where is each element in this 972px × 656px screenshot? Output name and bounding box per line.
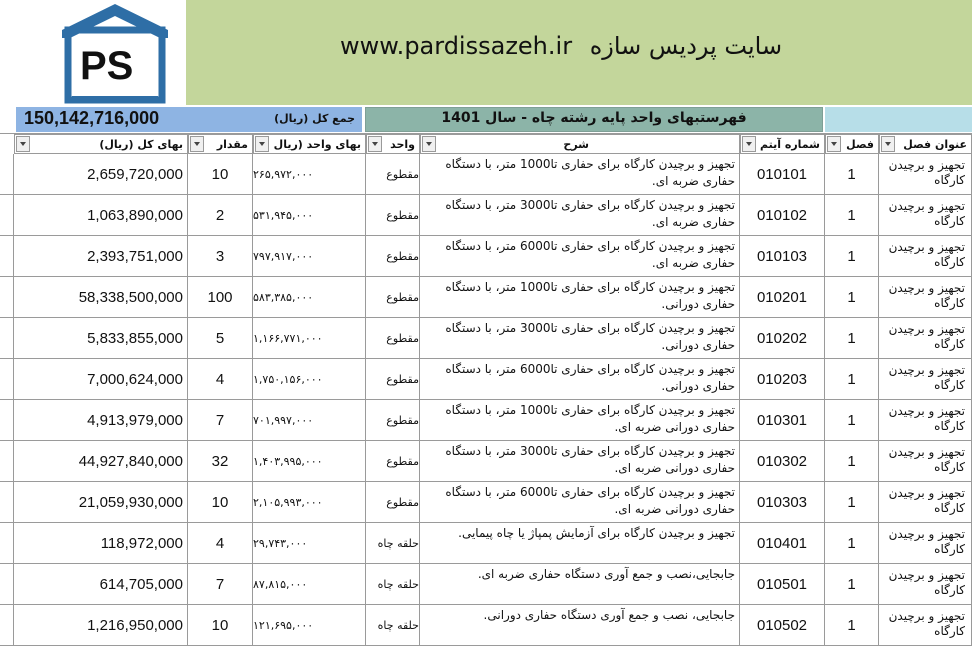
logo-text: PS: [80, 44, 134, 88]
cell-chapter-title[interactable]: تجهیز و برچیدن کارگاه: [879, 523, 972, 564]
cell-total-price[interactable]: 44,927,840,000: [14, 441, 188, 482]
header-chapter[interactable]: فصل: [825, 134, 879, 154]
table-row[interactable]: [0, 195, 972, 236]
cell-description[interactable]: تجهیز و برچیدن کارگاه برای حفاری تا1000 متر، با دستگاه حفاری ضربه ای.: [420, 154, 740, 195]
cell-total-price[interactable]: 4,913,979,000: [14, 400, 188, 441]
cell-chapter-title[interactable]: تجهیز و برچیدن کارگاه: [879, 236, 972, 277]
cell-item-no[interactable]: 010202: [740, 318, 825, 359]
filter-dropdown-icon[interactable]: [368, 136, 382, 152]
cell-chapter[interactable]: 1: [825, 564, 879, 605]
filter-dropdown-icon[interactable]: [827, 136, 841, 152]
logo-area: [0, 0, 186, 105]
table-row[interactable]: [0, 482, 972, 523]
site-title: [340, 32, 860, 60]
cell-item-no[interactable]: 010303: [740, 482, 825, 523]
cell-description[interactable]: جابجایی، نصب و جمع آوری دستگاه حفاری دورانی.: [420, 605, 740, 646]
table-row[interactable]: [0, 318, 972, 359]
cell-description[interactable]: جابجایی،نصب و جمع آوری دستگاه حفاری ضربه ای.: [420, 564, 740, 605]
cell-item-no[interactable]: 010302: [740, 441, 825, 482]
cell-chapter[interactable]: 1: [825, 154, 879, 195]
cell-total-price[interactable]: 118,972,000: [14, 523, 188, 564]
cell-unit[interactable]: مقطوع: [366, 195, 420, 236]
cell-description[interactable]: تجهیز و برچیدن کارگاه برای حفاری تا1000 متر، با دستگاه حفاری دورانی ضربه ای.: [420, 400, 740, 441]
site-url[interactable]: www.pardissazeh.ir: [340, 32, 573, 60]
cell-chapter[interactable]: 1: [825, 318, 879, 359]
cell-quantity[interactable]: 7: [188, 564, 253, 605]
cell-quantity[interactable]: 100: [188, 277, 253, 318]
cell-chapter-title[interactable]: تجهیز و برچیدن کارگاه: [879, 154, 972, 195]
cell-total-price[interactable]: 2,659,720,000: [14, 154, 188, 195]
cell-unit-price[interactable]: ۵۸۳,۳۸۵,۰۰۰: [253, 277, 366, 318]
filter-dropdown-icon[interactable]: [255, 136, 269, 152]
cell-unit-price[interactable]: ۲۹,۷۴۳,۰۰۰: [253, 523, 366, 564]
header-unit-price[interactable]: بهای واحد (ریال: [253, 134, 366, 154]
cell-item-no[interactable]: 010101: [740, 154, 825, 195]
cell-item-no[interactable]: 010103: [740, 236, 825, 277]
row-gutter: [0, 564, 14, 605]
table-row[interactable]: [0, 605, 972, 646]
header-total-price[interactable]: بهای کل (ریال): [14, 134, 188, 154]
cell-chapter[interactable]: 1: [825, 523, 879, 564]
cell-unit[interactable]: مقطوع: [366, 236, 420, 277]
cell-unit-price[interactable]: ۲,۱۰۵,۹۹۳,۰۰۰: [253, 482, 366, 523]
cell-description[interactable]: تجهیز و برچیدن کارگاه برای حفاری تا3000 متر، با دستگاه حفاری دورانی ضربه ای.: [420, 441, 740, 482]
row-gutter: [0, 318, 14, 359]
cell-item-no[interactable]: 010301: [740, 400, 825, 441]
list-title: فهرستبهای واحد پایه رشته چاه - سال 1401: [441, 110, 747, 126]
cell-description[interactable]: تجهیز و برچیدن کارگاه برای حفاری تا6000 متر، با دستگاه حفاری دورانی ضربه ای.: [420, 482, 740, 523]
row-gutter: [0, 441, 14, 482]
cell-unit[interactable]: حلقه چاه: [366, 523, 420, 564]
cell-unit-price[interactable]: ۷۹۷,۹۱۷,۰۰۰: [253, 236, 366, 277]
cell-unit-price[interactable]: ۷۰۱,۹۹۷,۰۰۰: [253, 400, 366, 441]
cell-chapter-title[interactable]: تجهیز و برچیدن کارگاه: [879, 441, 972, 482]
cell-quantity[interactable]: 3: [188, 236, 253, 277]
cell-unit-price[interactable]: ۱,۷۵۰,۱۵۶,۰۰۰: [253, 359, 366, 400]
cell-chapter[interactable]: 1: [825, 236, 879, 277]
cell-description[interactable]: تجهیز و برچیدن کارگاه برای حفاری تا3000 متر، با دستگاه حفاری ضربه ای.: [420, 195, 740, 236]
cell-description[interactable]: تجهیز و برچیدن کارگاه برای حفاری تا1000 متر، با دستگاه حفاری دورانی.: [420, 277, 740, 318]
cell-quantity[interactable]: 5: [188, 318, 253, 359]
cell-quantity[interactable]: 10: [188, 482, 253, 523]
row-gutter: [0, 359, 14, 400]
header-unit[interactable]: واحد: [366, 134, 420, 154]
cell-chapter[interactable]: 1: [825, 400, 879, 441]
table-row[interactable]: [0, 400, 972, 441]
cell-item-no[interactable]: 010401: [740, 523, 825, 564]
cell-chapter[interactable]: 1: [825, 195, 879, 236]
cell-unit[interactable]: حلقه چاه: [366, 564, 420, 605]
cell-unit[interactable]: مقطوع: [366, 359, 420, 400]
cell-unit[interactable]: مقطوع: [366, 277, 420, 318]
cell-quantity[interactable]: 4: [188, 359, 253, 400]
row-gutter: [0, 523, 14, 564]
cell-total-price[interactable]: 2,393,751,000: [14, 236, 188, 277]
row-gutter: [0, 277, 14, 318]
cell-item-no[interactable]: 010203: [740, 359, 825, 400]
cell-chapter[interactable]: 1: [825, 277, 879, 318]
filter-dropdown-icon[interactable]: [422, 136, 436, 152]
cell-quantity[interactable]: 4: [188, 523, 253, 564]
cell-total-price[interactable]: 5,833,855,000: [14, 318, 188, 359]
cell-item-no[interactable]: 010102: [740, 195, 825, 236]
row-gutter: [0, 605, 14, 646]
cell-chapter-title[interactable]: تجهیز و برچیدن کارگاه: [879, 195, 972, 236]
row-gutter: [0, 400, 14, 441]
cell-item-no[interactable]: 010201: [740, 277, 825, 318]
table-row[interactable]: [0, 236, 972, 277]
cell-chapter[interactable]: 1: [825, 605, 879, 646]
cell-total-price[interactable]: 58,338,500,000: [14, 277, 188, 318]
data-table: [0, 154, 972, 656]
grand-total-label: جمع کل (ریال): [274, 112, 355, 125]
cell-chapter-title[interactable]: تجهیز و برچیدن کارگاه: [879, 318, 972, 359]
header-description[interactable]: شرح: [420, 134, 740, 154]
row-gutter: [0, 236, 14, 277]
filter-dropdown-icon[interactable]: [881, 136, 895, 152]
cell-chapter-title[interactable]: تجهیز و برچیدن کارگاه: [879, 564, 972, 605]
cell-unit[interactable]: مقطوع: [366, 482, 420, 523]
cell-unit-price[interactable]: ۸۷,۸۱۵,۰۰۰: [253, 564, 366, 605]
cell-unit[interactable]: مقطوع: [366, 441, 420, 482]
header-item-no[interactable]: شماره آیتم: [740, 134, 825, 154]
cell-total-price[interactable]: 1,063,890,000: [14, 195, 188, 236]
list-title-bar-right: [825, 107, 972, 132]
cell-quantity[interactable]: 2: [188, 195, 253, 236]
cell-quantity[interactable]: 32: [188, 441, 253, 482]
cell-total-price[interactable]: 1,216,950,000: [14, 605, 188, 646]
cell-unit[interactable]: مقطوع: [366, 400, 420, 441]
cell-chapter[interactable]: 1: [825, 359, 879, 400]
table-row[interactable]: [0, 277, 972, 318]
row-gutter: [0, 482, 14, 523]
cell-description[interactable]: تجهیز و برچیدن کارگاه برای حفاری تا3000 متر، با دستگاه حفاری دورانی.: [420, 318, 740, 359]
cell-unit-price[interactable]: ۱,۱۶۶,۷۷۱,۰۰۰: [253, 318, 366, 359]
cell-quantity[interactable]: 7: [188, 400, 253, 441]
table-row[interactable]: [0, 441, 972, 482]
cell-unit[interactable]: حلقه چاه: [366, 605, 420, 646]
row-gutter: [0, 195, 14, 236]
filter-dropdown-icon[interactable]: [190, 136, 204, 152]
cell-item-no[interactable]: 010501: [740, 564, 825, 605]
grand-total-value[interactable]: 150,142,716,000: [24, 108, 160, 128]
cell-unit[interactable]: مقطوع: [366, 154, 420, 195]
table-row[interactable]: [0, 564, 972, 605]
cell-quantity[interactable]: 10: [188, 605, 253, 646]
filter-dropdown-icon[interactable]: [16, 136, 30, 152]
cell-unit-price[interactable]: ۱,۴۰۳,۹۹۵,۰۰۰: [253, 441, 366, 482]
filter-dropdown-icon[interactable]: [742, 136, 756, 152]
cell-chapter-title[interactable]: تجهیز و برچیدن کارگاه: [879, 605, 972, 646]
cell-unit-price[interactable]: ۱۲۱,۶۹۵,۰۰۰: [253, 605, 366, 646]
header-quantity[interactable]: مقدار: [188, 134, 253, 154]
table-row[interactable]: [0, 359, 972, 400]
cell-chapter-title[interactable]: تجهیز و برچیدن کارگاه: [879, 400, 972, 441]
cell-total-price[interactable]: 7,000,624,000: [14, 359, 188, 400]
cell-unit-price[interactable]: ۲۶۵,۹۷۲,۰۰۰: [253, 154, 366, 195]
cell-unit-price[interactable]: ۵۳۱,۹۴۵,۰۰۰: [253, 195, 366, 236]
site-name: سایت پردیس سازه: [589, 32, 783, 60]
cell-total-price[interactable]: 614,705,000: [14, 564, 188, 605]
cell-description[interactable]: تجهیز و برچیدن کارگاه برای آزمایش پمپاژ یا چاه پیمایی.: [420, 523, 740, 564]
header-chapter-title[interactable]: عنوان فصل: [879, 134, 972, 154]
row-gutter: [0, 154, 14, 195]
cell-chapter-title[interactable]: تجهیز و برچیدن کارگاه: [879, 359, 972, 400]
cell-chapter[interactable]: 1: [825, 482, 879, 523]
table-row[interactable]: [0, 523, 972, 564]
table-row[interactable]: [0, 154, 972, 195]
cell-chapter-title[interactable]: تجهیز و برچیدن کارگاه: [879, 482, 972, 523]
cell-description[interactable]: تجهیز و برچیدن کارگاه برای حفاری تا6000 متر، با دستگاه حفاری دورانی.: [420, 359, 740, 400]
cell-chapter[interactable]: 1: [825, 441, 879, 482]
cell-quantity[interactable]: 10: [188, 154, 253, 195]
cell-total-price[interactable]: 21,059,930,000: [14, 482, 188, 523]
cell-item-no[interactable]: 010502: [740, 605, 825, 646]
cell-unit[interactable]: مقطوع: [366, 318, 420, 359]
cell-chapter-title[interactable]: تجهیز و برچیدن کارگاه: [879, 277, 972, 318]
cell-description[interactable]: تجهیز و برچیدن کارگاه برای حفاری تا6000 متر، با دستگاه حفاری ضربه ای.: [420, 236, 740, 277]
